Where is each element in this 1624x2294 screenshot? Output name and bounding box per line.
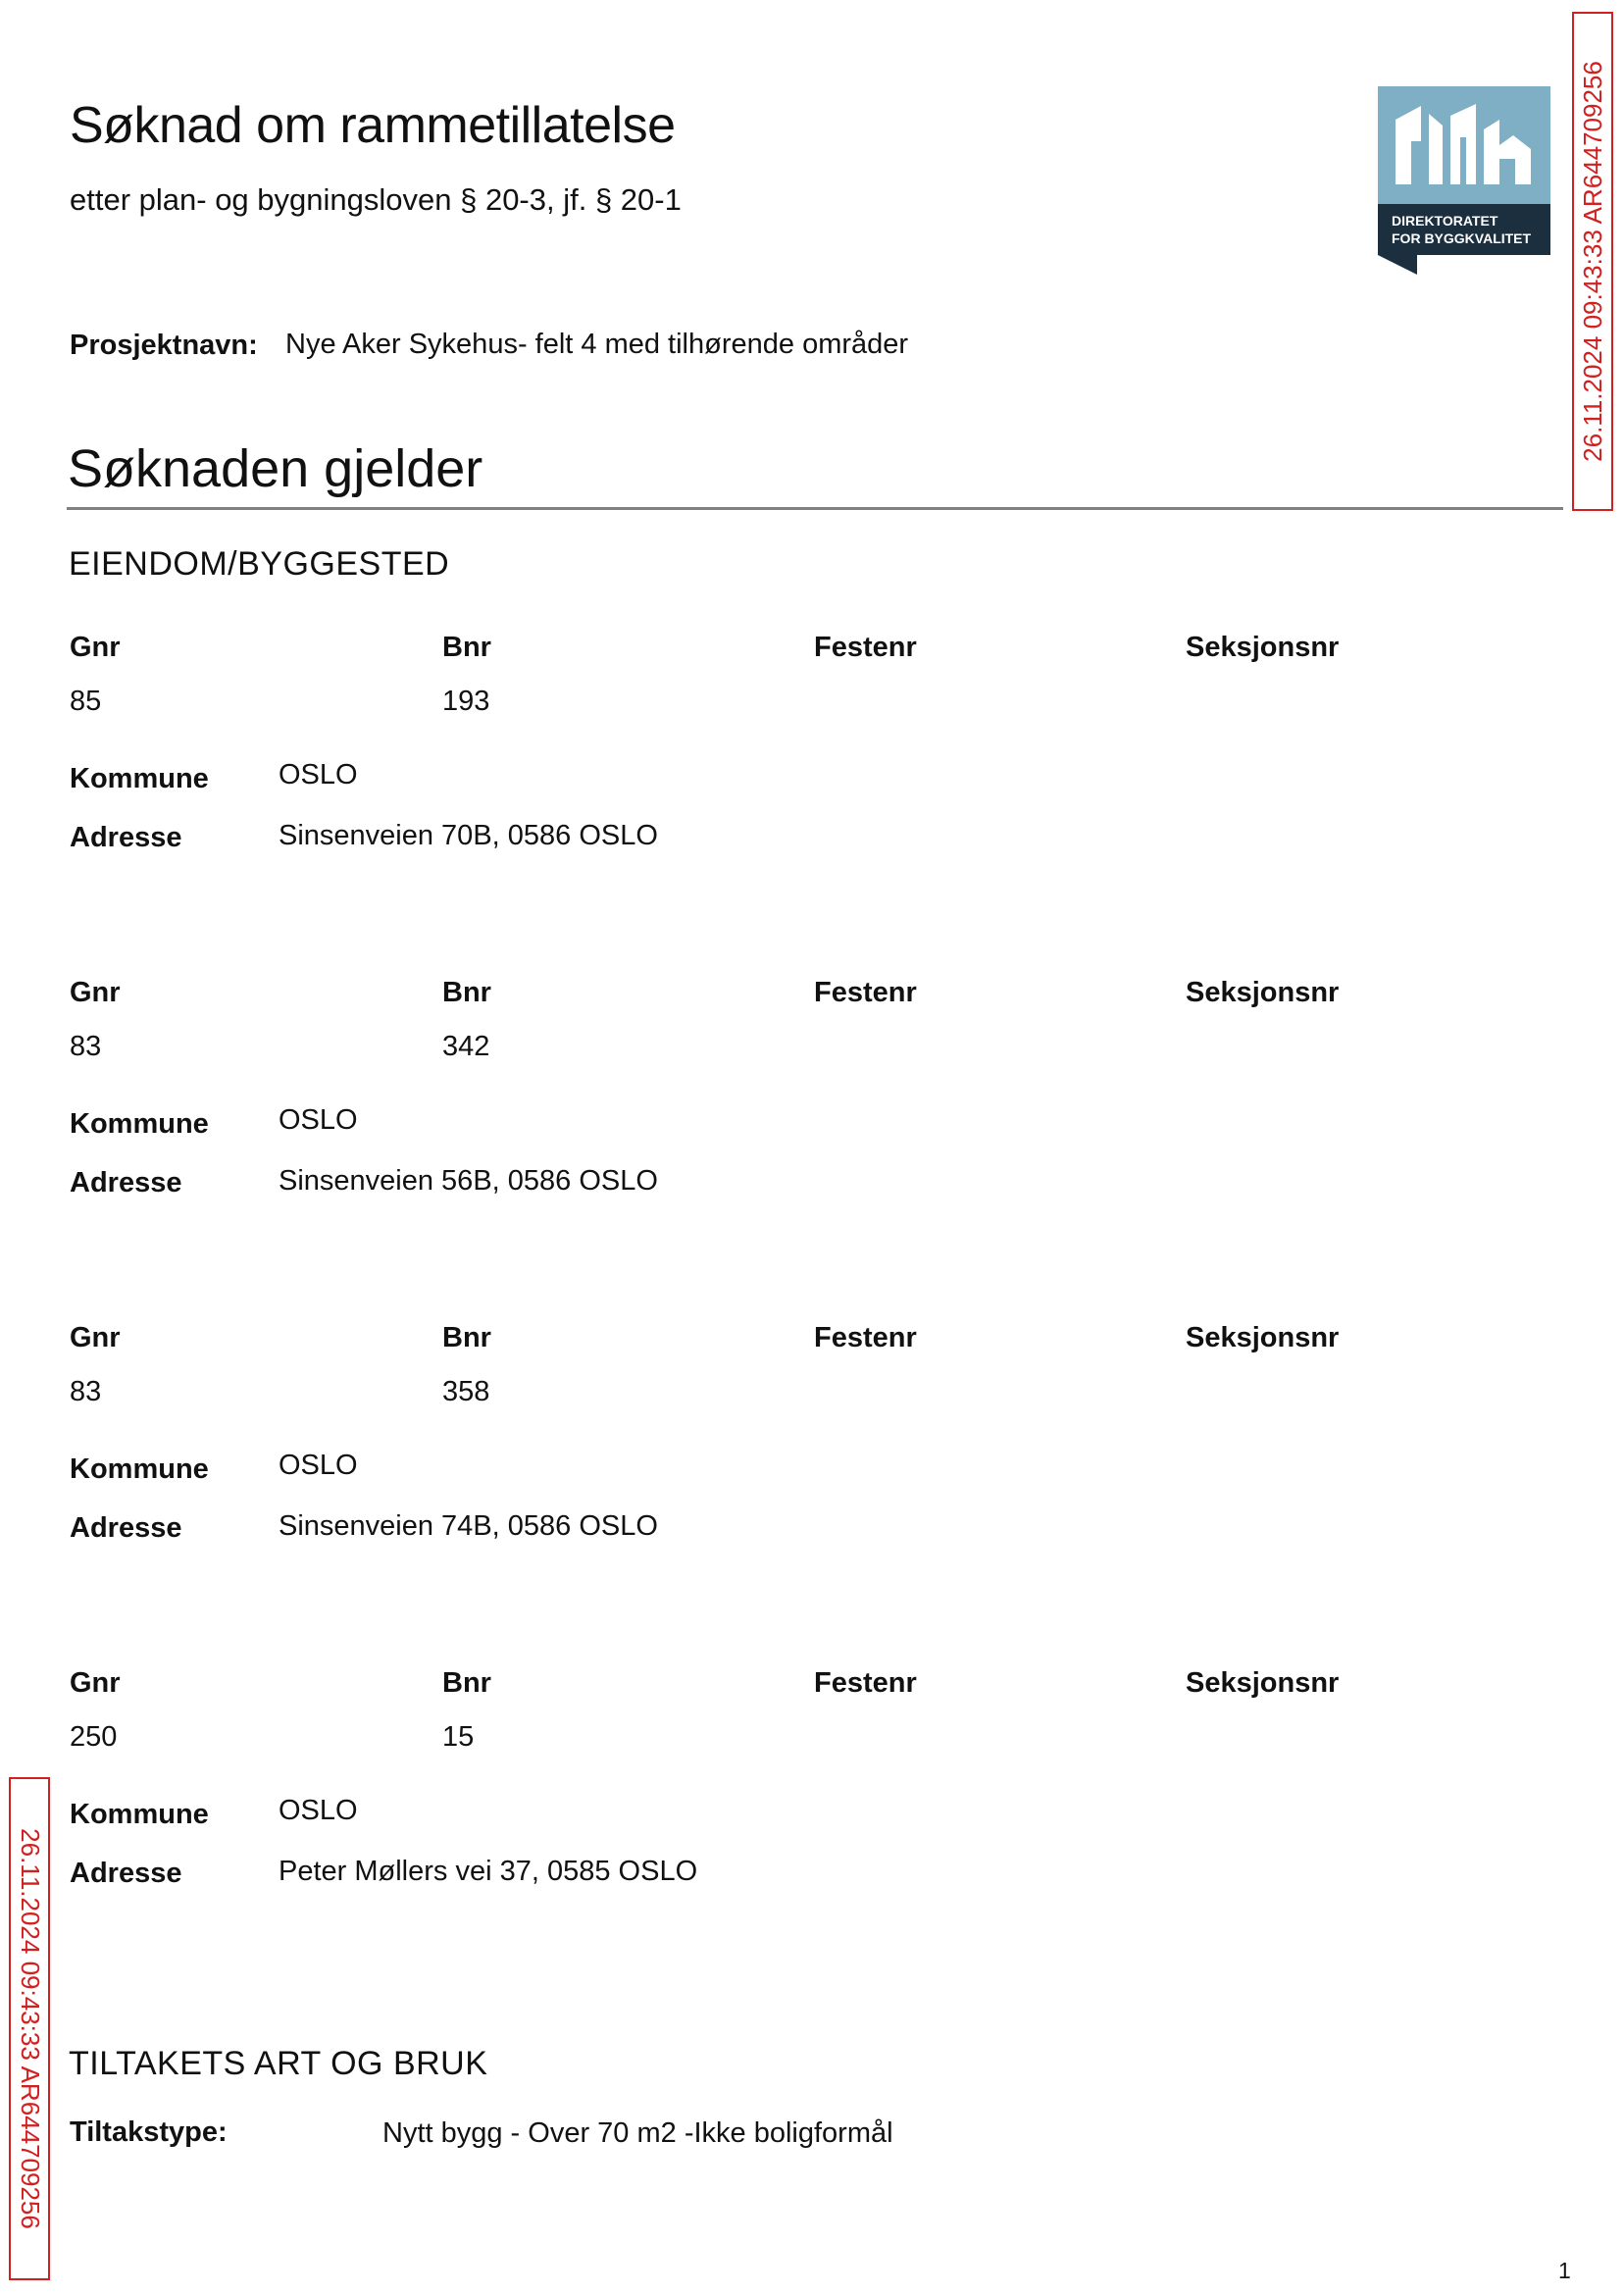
bnr-label: Bnr — [442, 1667, 491, 1699]
gnr-value: 250 — [70, 1721, 118, 1753]
seksjonsnr-label: Seksjonsnr — [1186, 632, 1340, 663]
kommune-label: Kommune — [70, 1799, 209, 1830]
dibk-logo-mark — [1378, 86, 1550, 275]
adresse-label: Adresse — [70, 1167, 182, 1198]
property-heading: EIENDOM/BYGGESTED — [69, 545, 450, 583]
bnr-value: 358 — [442, 1376, 490, 1407]
festenr-label: Festenr — [814, 977, 917, 1008]
kommune-value: OSLO — [279, 1104, 358, 1136]
adresse-label: Adresse — [70, 1858, 182, 1889]
section-heading: Søknaden gjelder — [68, 439, 483, 498]
adresse-label: Adresse — [70, 1512, 182, 1544]
seksjonsnr-label: Seksjonsnr — [1186, 1322, 1340, 1353]
gnr-value: 83 — [70, 1031, 102, 1062]
bnr-label: Bnr — [442, 1322, 491, 1353]
adresse-label: Adresse — [70, 822, 182, 853]
kommune-value: OSLO — [279, 1795, 358, 1826]
bnr-value: 193 — [442, 686, 490, 717]
bnr-value: 15 — [442, 1721, 475, 1753]
property-block — [70, 632, 1443, 877]
bnr-value: 342 — [442, 1031, 490, 1062]
gnr-value: 83 — [70, 1376, 102, 1407]
gnr-label: Gnr — [70, 1667, 121, 1699]
gnr-value: 85 — [70, 686, 102, 717]
page-number: 1 — [1558, 2258, 1571, 2283]
kommune-label: Kommune — [70, 1108, 209, 1140]
property-block — [70, 1667, 1443, 1912]
logo-line-1: DIREKTORATET — [1392, 213, 1498, 229]
dibk-logo — [1378, 86, 1550, 275]
festenr-label: Festenr — [814, 1667, 917, 1699]
gnr-label: Gnr — [70, 1322, 121, 1353]
document-subtitle: etter plan- og bygningsloven § 20-3, jf. § 20-1 — [70, 182, 682, 217]
festenr-label: Festenr — [814, 1322, 917, 1353]
kommune-label: Kommune — [70, 763, 209, 794]
project-name-value: Nye Aker Sykehus- felt 4 med tilhørende områder — [285, 329, 909, 360]
tiltakstype-label: Tiltakstype: — [70, 2116, 228, 2148]
received-stamp-text: 26.11.2024 09:43:33 AR644709256 — [1577, 61, 1607, 462]
adresse-value: Peter Møllers vei 37, 0585 OSLO — [279, 1856, 698, 1887]
festenr-label: Festenr — [814, 632, 917, 663]
received-stamp-text: 26.11.2024 09:43:33 AR644709256 — [15, 1828, 45, 2229]
kommune-value: OSLO — [279, 759, 358, 790]
bnr-label: Bnr — [442, 977, 491, 1008]
adresse-value: Sinsenveien 70B, 0586 OSLO — [279, 820, 658, 851]
received-stamp-top — [1572, 12, 1613, 511]
received-stamp-bottom — [9, 1777, 50, 2280]
document-title: Søknad om rammetillatelse — [70, 97, 676, 154]
tiltakstype-value: Nytt bygg - Over 70 m2 -Ikke boligformål — [382, 2117, 893, 2149]
section-divider — [67, 507, 1563, 510]
adresse-value: Sinsenveien 56B, 0586 OSLO — [279, 1165, 658, 1197]
property-block — [70, 1322, 1443, 1567]
bnr-label: Bnr — [442, 632, 491, 663]
gnr-label: Gnr — [70, 632, 121, 663]
seksjonsnr-label: Seksjonsnr — [1186, 1667, 1340, 1699]
logo-line-2: FOR BYGGKVALITET — [1392, 230, 1532, 246]
tiltak-heading: TILTAKETS ART OG BRUK — [69, 2045, 488, 2082]
project-name-label: Prosjektnavn: — [70, 330, 258, 361]
kommune-value: OSLO — [279, 1450, 358, 1481]
seksjonsnr-label: Seksjonsnr — [1186, 977, 1340, 1008]
kommune-label: Kommune — [70, 1453, 209, 1485]
gnr-label: Gnr — [70, 977, 121, 1008]
property-block — [70, 977, 1443, 1222]
adresse-value: Sinsenveien 74B, 0586 OSLO — [279, 1510, 658, 1542]
